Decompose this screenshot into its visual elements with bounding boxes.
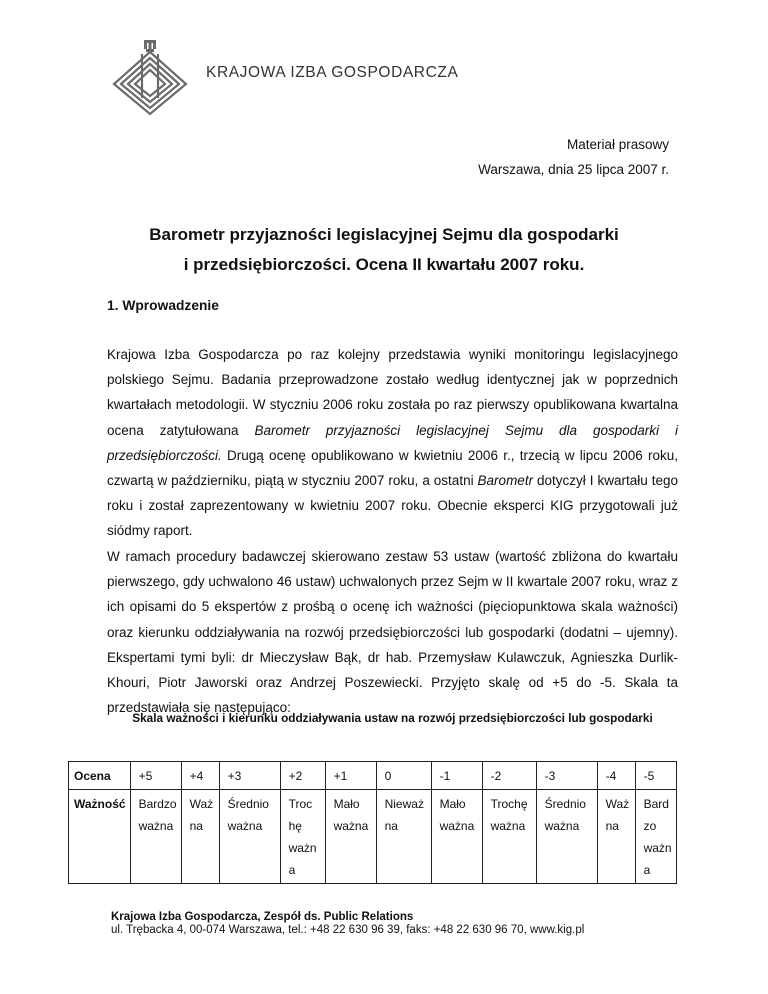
kig-logo [104,38,196,116]
importance-cell [536,790,597,884]
cell-line: ważna [333,819,369,833]
cell-line: Mało [439,797,466,811]
importance-cell [376,790,431,884]
paragraph-text: dotyczył I kwartału tego roku i został zaprezentowany w kwietniu 2007 roku. Obecnie eksperci KIG przygotowali już siódmy raport. [107,473,678,539]
organization-name: KRAJOWA IZBA GOSPODARCZA [206,64,459,81]
importance-cell [597,790,635,884]
place-date: Warszawa, dnia 25 lipca 2007 r. [478,162,669,177]
score-cell: -3 [536,762,597,790]
document-type: Materiał prasowy [566,137,669,152]
cell-line: a [643,863,651,877]
importance-cell [181,790,219,884]
cell-line: Średnio [544,797,586,811]
cell-line: Mało [333,797,360,811]
cell-line: na [384,819,398,833]
paragraph-italic-barometr: Barometr [477,473,534,489]
title-line-2: i przedsiębiorczości. Ocena II kwartału 2007 roku. [183,255,585,274]
cell-line: Troc [288,797,313,811]
table-row-importance [69,790,677,884]
cell-line: ważna [138,819,174,833]
cell-line: Bardzo [138,797,177,811]
cell-line: hę [288,819,302,833]
table-caption: Skala ważności i kierunku oddziaływania ustaw na rozwój przedsiębiorczości lub gospodarki [132,711,653,725]
cell-line: zo [643,819,657,833]
cell-line: Nieważ [384,797,424,811]
importance-cell [482,790,536,884]
paragraph-text: Krajowa Izba Gospodarcza po raz kolejny przedstawia wyniki monitoringu legislacyjnego polskiego Sejmu. Badania przeprowadzone zostało według identycznej jak w poprzednich kwartałach metodologii. W styczniu 2006 roku została po raz pierwszy opublikowana kwartalna ocena zatytułowana [107,347,678,438]
footer-organization: Krajowa Izba Gospodarcza, Zespół ds. Public Relations [111,911,414,923]
importance-cell [635,790,676,884]
paragraph-procedure: W ramach procedury badawczej skierowano zestaw 53 ustaw (wartość zbliżona do kwartału pierwszego, gdy uchwalono 46 ustaw) uchwalonych przez Sejm w II kwartale 2007 roku, wraz z ich opisami do 5 ekspertów z prośbą o ocenę ich ważności (pięciopunktowa skala ważności) oraz kierunku oddziaływania na rozwój przedsiębiorczości lub gospodarki (dodatni – ujemny). Ekspertami tymi byli: dr Mieczysław Bąk, dr hab. Przemysław Kulawczuk, Agnieszka Durlik-Khouri, Piotr Jaworski oraz Andrzej Poszewiecki. Przyjęto skalę od +5 do -5. Skala ta przedstawiała się następująco: [107,549,678,716]
cell-line: ważna [544,819,580,833]
score-cell: +2 [280,762,325,790]
cell-line: Bard [643,797,669,811]
cell-line: ważna [490,819,526,833]
cell-line: ważna [439,819,475,833]
importance-cell [219,790,280,884]
page-title [0,220,768,280]
table-row-scores [69,762,677,790]
cell-line: Waż [189,797,214,811]
footer-contact: ul. Trębacka 4, 00-074 Warszawa, tel.: +48 22 630 96 39, faks: +48 22 630 96 70, www.kig.pl [111,924,585,936]
cell-line: Trochę [490,797,528,811]
cell-line: Waż [605,797,630,811]
importance-cell [130,790,181,884]
section-heading: 1. Wprowadzenie [107,298,219,313]
score-cell: -1 [431,762,482,790]
score-cell: 0 [376,762,431,790]
cell-line: ważna [227,819,263,833]
cell-line: na [189,819,203,833]
press-header [478,132,669,182]
paragraph-text: Drugą ocenę opublikowano w kwietniu 2006 r., trzecią w lipcu 2006 roku, czwartą w październiku, piątą w styczniu 2007 roku, a ostatni [107,447,678,489]
importance-cell [325,790,376,884]
title-line-1: Barometr przyjazności legislacyjnej Sejmu dla gospodarki [149,225,619,244]
cell-line: ważn [288,841,317,855]
score-cell: +5 [130,762,181,790]
score-cell: +1 [325,762,376,790]
score-cell: +3 [219,762,280,790]
score-cell: -4 [597,762,635,790]
cell-line: Średnio [227,797,269,811]
cell-line: na [605,819,619,833]
paragraph-italic-title: Barometr przyjazności legislacyjnej Sejmu dla gospodarki i przedsiębiorczości. [107,422,678,463]
scale-table [68,761,677,884]
score-cell: +4 [181,762,219,790]
page-footer [111,911,584,937]
row-label-ocena: Ocena [69,762,131,790]
cell-line: a [288,863,296,877]
paragraph-introduction [107,342,678,544]
importance-cell [431,790,482,884]
score-cell: -2 [482,762,536,790]
importance-cell [280,790,325,884]
row-label-waznosc: Ważność [69,790,131,884]
cell-line: ważn [643,841,672,855]
score-cell: -5 [635,762,676,790]
